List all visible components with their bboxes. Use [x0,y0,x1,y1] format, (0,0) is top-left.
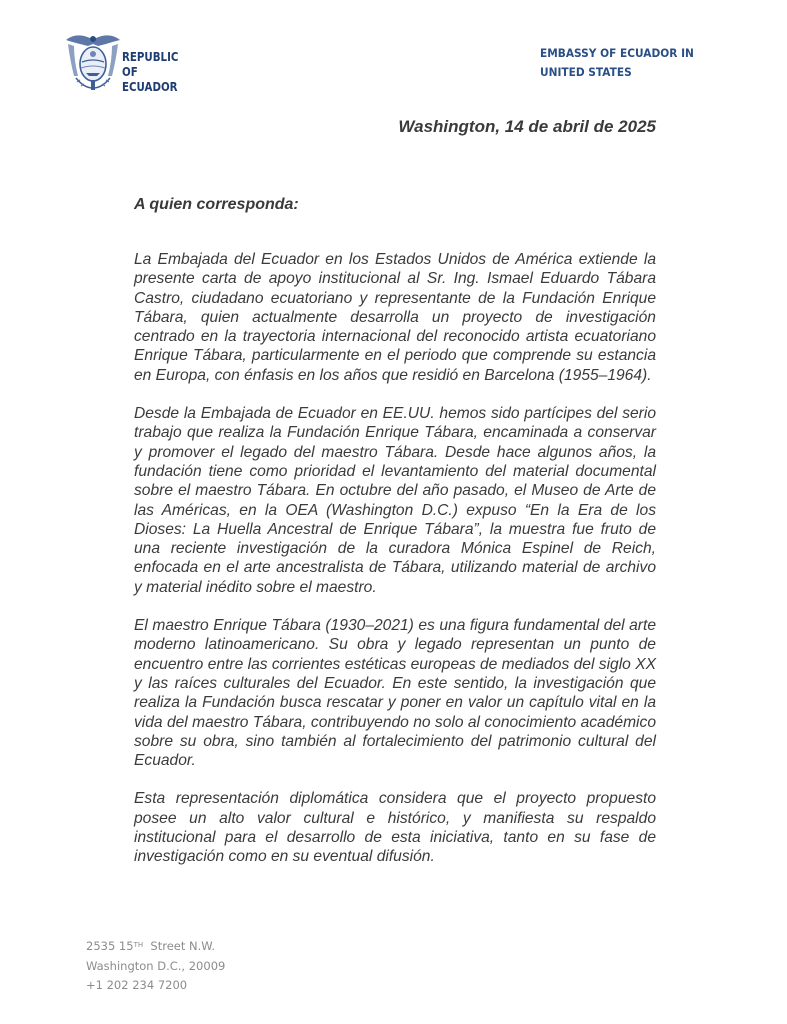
header-logo [62,30,212,92]
phone-number: +1 202 234 7200 [86,978,188,992]
coat-of-arms-icon [62,30,124,92]
country-line-2: OF ECUADOR [122,64,178,94]
street-address [86,937,225,957]
street-number: 2535 15 [86,939,134,953]
country-name [122,49,196,94]
paragraph-4: Esta representación diplomática considera que el proyecto propuesto posee un alto valor cultural e histórico, y manifiesta su respaldo institucional para el desarrollo de esta iniciativa, tanto en su fase de investigación como en su eventual difusión. [134,790,656,866]
country-line-1: REPUBLIC [122,49,179,64]
salutation: A quien corresponda: [134,196,299,213]
street-ordinal: TH [133,941,144,949]
paragraph-2: Desde la Embajada de Ecuador en EE.UU. hemos sido partícipes del serio trabajo que realiza la Fundación Enrique Tábara, encaminada a conservar y promover el legado del maestro Tábara. Desde hace algunos años, la fundación tiene como prioridad el levantamiento del material documental sobre el maestro Tábara. En octubre del año pasado, el Museo de Arte de las Américas, en la OEA (Washington D.C.) expuso “En la Era de los Dioses: La Huella Ancestral de Enrique Tábara”, la muestra fue fruto de una reciente investigación de la curadora Mónica Espinel de Reich, enfocada en el arte ancestralista de Tábara, utilizando material de archivo y material inédito sobre el maestro. [134,405,656,596]
city-line: Washington D.C., 20009 [86,958,226,973]
paragraph-3: El maestro Enrique Tábara (1930–2021) es una figura fundamental del arte moderno latinoamericano. Su obra y legado representan un punto de encuentro entre las corrientes estéticas europeas de mediados del siglo XX y las raíces culturales del Ecuador. En este sentido, la investigación que realiza la Fundación busca rescatar y poner en valor un capítulo vital en la vida del maestro Tábara, contribuyendo no solo al conocimiento académico sobre su obra, sino también al fortalecimiento del patrimonio cultural del Ecuador. [134,617,656,770]
embassy-line-2: UNITED STATES [540,65,632,79]
embassy-line-1: EMBASSY OF ECUADOR IN [540,46,694,60]
letter-body [134,250,656,886]
footer-address [86,937,225,996]
letter-date: Washington, 14 de abril de 2025 [398,117,656,136]
embassy-name [540,44,694,82]
street-name: Street N.W. [150,939,215,953]
paragraph-1: La Embajada del Ecuador en los Estados Unidos de América extiende la presente carta de apoyo institucional al Sr. Ing. Ismael Eduardo Tábara Castro, ciudadano ecuatoriano y representante de la Fundación Enrique Tábara, quien actualmente desarrolla un proyecto de investigación centrado en la trayectoria internacional del reconocido artista ecuatoriano Enrique Tábara, particularmente en el periodo que comprende su estancia en Europa, con énfasis en los años que residió en Barcelona (1955–1964). [134,251,656,384]
